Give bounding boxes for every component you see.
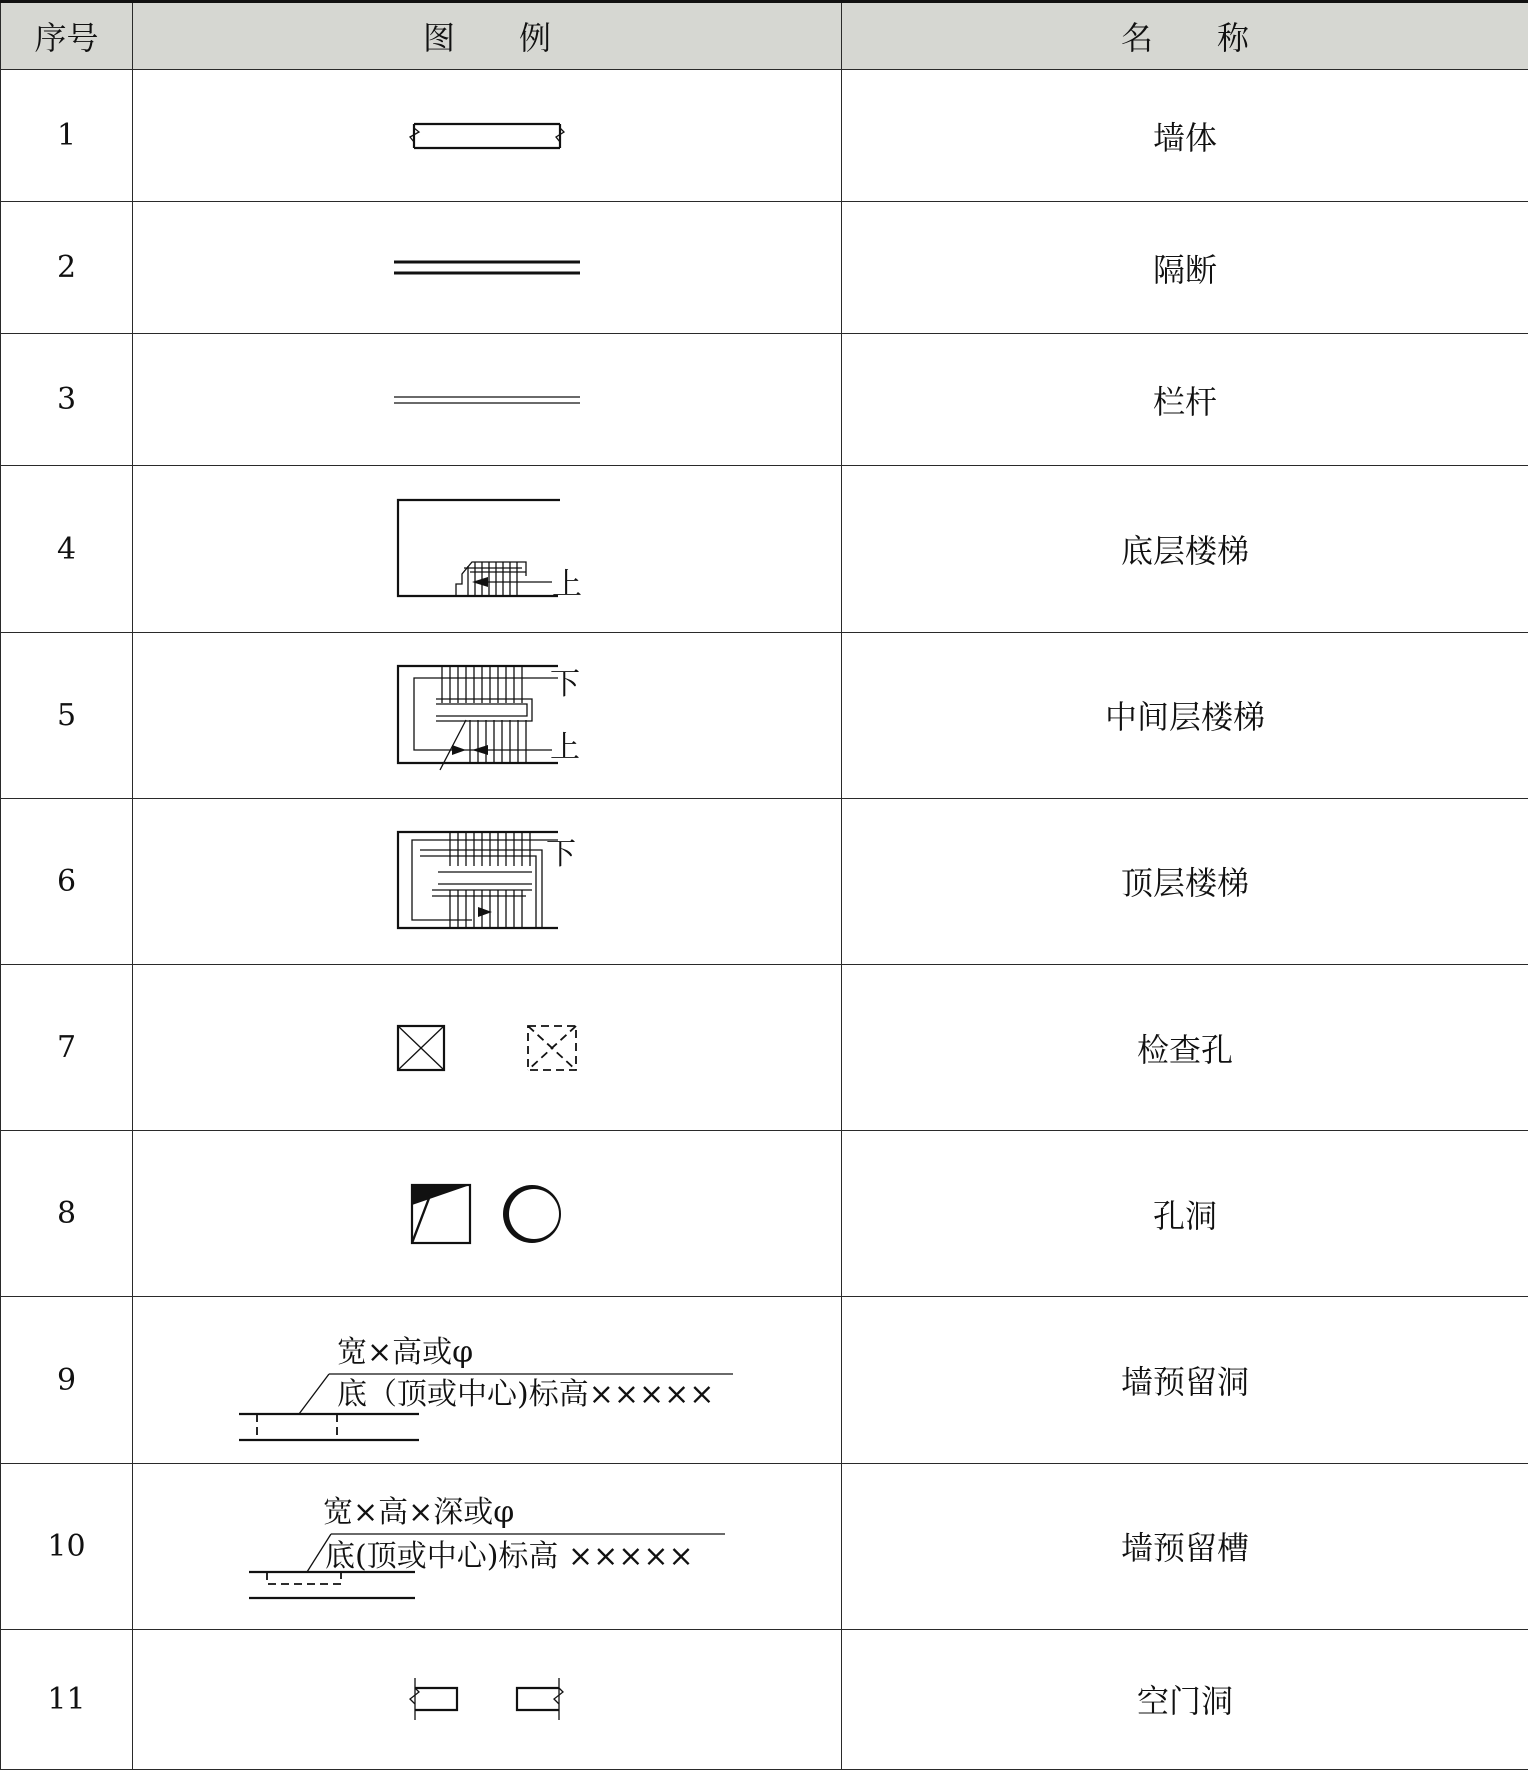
header-name: 名 称: [842, 2, 1528, 70]
symbol-cell: [133, 1131, 842, 1297]
wall-symbol: [407, 116, 567, 156]
symbol-cell: [133, 798, 842, 964]
table-row: [1, 798, 1528, 964]
top-floor-stair-symbol: [392, 826, 582, 936]
inspection-hole-symbol: [392, 1018, 582, 1078]
partition-symbol: [392, 258, 582, 278]
dimension-label: 宽×高×深或φ: [323, 1495, 515, 1531]
table-row: [1, 70, 1528, 202]
row-number: 11: [1, 1629, 133, 1769]
down-label: 下: [550, 667, 580, 703]
table-row: [1, 1297, 1528, 1463]
table-row: [1, 334, 1528, 466]
round-hole-icon: [503, 1185, 561, 1243]
railing-symbol: [392, 393, 582, 407]
square-hole-icon: [412, 1185, 470, 1243]
symbol-name: 孔洞: [842, 1131, 1528, 1297]
symbol-cell: [133, 1297, 842, 1463]
wall-reserved-hole-symbol: [237, 1320, 737, 1440]
symbol-name: 底层楼梯: [842, 466, 1528, 632]
hole-symbol: [392, 1179, 582, 1249]
ground-floor-stair-symbol: [392, 494, 582, 604]
open-doorway-symbol: [407, 1674, 567, 1724]
symbol-cell: [133, 965, 842, 1131]
symbol-name: 顶层楼梯: [842, 798, 1528, 964]
symbol-cell: [133, 70, 842, 202]
symbol-name: 墙体: [842, 70, 1528, 202]
up-label: 上: [550, 730, 580, 766]
symbol-name: 墙预留槽: [842, 1463, 1528, 1629]
symbol-name: 隔断: [842, 202, 1528, 334]
middle-floor-stair-symbol: [392, 660, 582, 770]
row-number: 10: [1, 1463, 133, 1629]
table-row: [1, 1629, 1528, 1769]
symbol-cell: [133, 1629, 842, 1769]
row-number: 8: [1, 1131, 133, 1297]
table-row: [1, 965, 1528, 1131]
table-row: [1, 202, 1528, 334]
row-number: 3: [1, 334, 133, 466]
symbol-name: 墙预留洞: [842, 1297, 1528, 1463]
inspection-hole-dashed-icon: [528, 1026, 576, 1070]
inspection-hole-solid-icon: [398, 1026, 444, 1070]
row-number: 7: [1, 965, 133, 1131]
symbol-cell: [133, 466, 842, 632]
row-number: 2: [1, 202, 133, 334]
symbol-name: 空门洞: [842, 1629, 1528, 1769]
row-number: 1: [1, 70, 133, 202]
header-no: 序号: [1, 2, 133, 70]
dimension-label: 宽×高或φ: [337, 1335, 474, 1371]
symbol-cell: [133, 1463, 842, 1629]
up-label: 上: [552, 567, 582, 603]
table-row: [1, 1131, 1528, 1297]
symbol-name: 栏杆: [842, 334, 1528, 466]
table-row: [1, 1463, 1528, 1629]
symbol-name: 检查孔: [842, 965, 1528, 1131]
wall-reserved-slot-symbol: [237, 1486, 737, 1606]
symbol-cell: [133, 202, 842, 334]
header-row: [1, 2, 1528, 70]
table-row: [1, 632, 1528, 798]
row-number: 9: [1, 1297, 133, 1463]
row-number: 4: [1, 466, 133, 632]
table-row: [1, 466, 1528, 632]
row-number: 5: [1, 632, 133, 798]
symbol-name: 中间层楼梯: [842, 632, 1528, 798]
elevation-label: 底(顶或中心)标高 ×××××: [325, 1539, 694, 1575]
symbol-cell: [133, 632, 842, 798]
header-symbol: 图 例: [133, 2, 842, 70]
row-number: 6: [1, 798, 133, 964]
elevation-label: 底（顶或中心)标高×××××: [337, 1377, 715, 1413]
symbol-cell: [133, 334, 842, 466]
down-label: 下: [546, 837, 576, 873]
